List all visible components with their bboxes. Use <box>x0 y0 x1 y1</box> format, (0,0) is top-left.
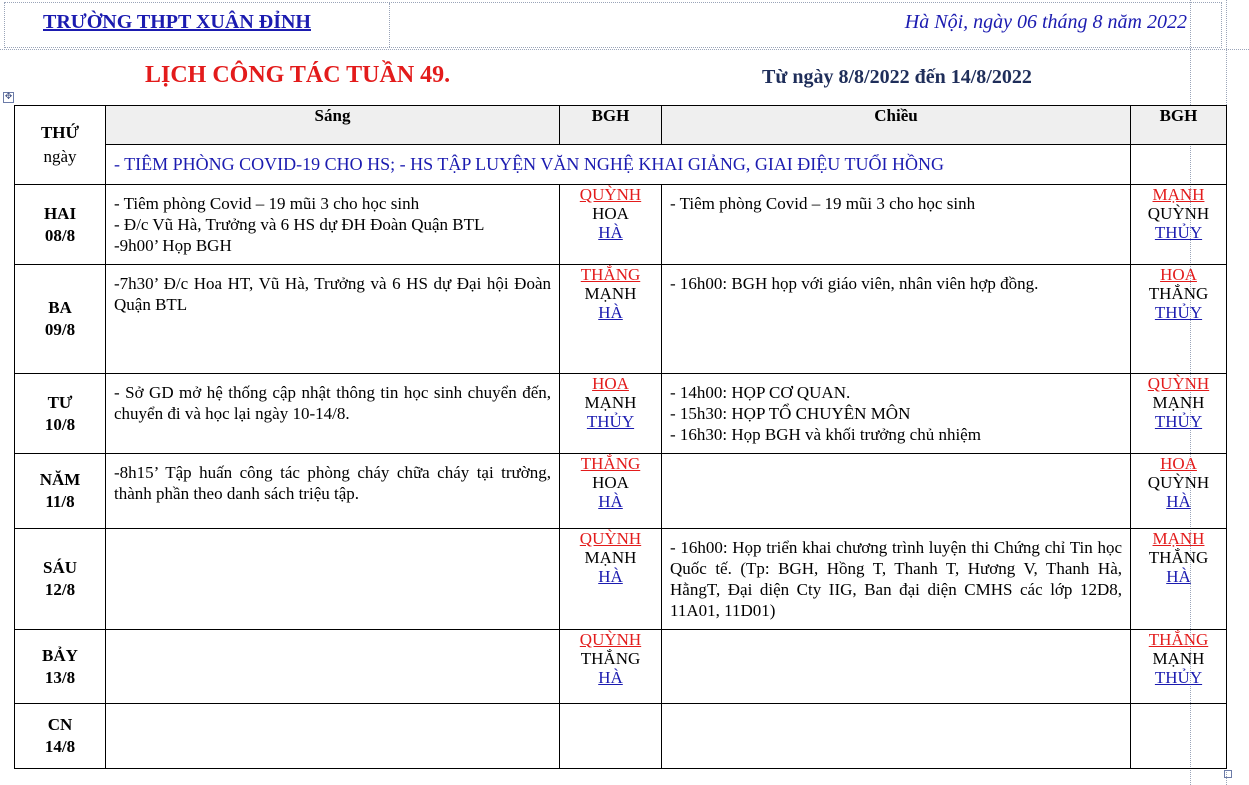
duty-primary: THẮNG <box>580 454 641 473</box>
duty-tertiary: THỦY <box>586 412 635 431</box>
duty-secondary: QUỲNH <box>1147 473 1210 492</box>
morning-cell <box>106 185 560 265</box>
afternoon-cell <box>662 374 1131 454</box>
header-box <box>4 2 1222 48</box>
day-name: CN <box>47 715 73 734</box>
school-name: TRƯỜNG THPT XUÂN ĐỈNH <box>43 11 311 33</box>
header-divider <box>389 3 390 47</box>
table-row <box>15 374 1227 454</box>
activity-line: - 16h00: BGH họp với giáo viên, nhân viên hợp đồng. <box>670 274 1039 293</box>
day-date: 14/8 <box>44 737 76 756</box>
table-row <box>15 704 1227 769</box>
duty-primary: QUỲNH <box>579 529 642 548</box>
day-header-cell <box>15 106 106 185</box>
note-empty-cell <box>1131 145 1227 185</box>
afternoon-cell <box>662 185 1131 265</box>
afternoon-cell <box>662 454 1131 529</box>
morning-cell <box>106 454 560 529</box>
table-move-handle-icon[interactable]: ✥ <box>4 92 13 102</box>
bgh-afternoon-cell <box>1131 454 1227 529</box>
duty-tertiary: THỦY <box>1154 668 1203 687</box>
duty-tertiary: HÀ <box>598 303 623 322</box>
day-cell <box>15 630 106 704</box>
duty-secondary: MẠNH <box>584 284 637 303</box>
morning-cell <box>106 265 560 374</box>
day-name: SÁU <box>42 558 77 577</box>
date-header-label: ngày <box>43 147 77 166</box>
bgh-afternoon-cell <box>1131 529 1227 630</box>
afternoon-cell <box>662 704 1131 769</box>
day-cell <box>15 185 106 265</box>
activity-line: - Tiêm phòng Covid – 19 mũi 3 cho học sinh <box>670 194 976 213</box>
duty-primary: QUỲNH <box>1147 374 1210 393</box>
afternoon-header: Chiều <box>662 106 1131 145</box>
day-header-label: THỨ <box>40 123 80 142</box>
day-date: 13/8 <box>44 667 76 687</box>
duty-tertiary: HÀ <box>598 668 623 687</box>
day-name: BẢY <box>42 645 78 665</box>
duty-primary: MẠNH <box>1152 185 1205 204</box>
activity-line: - 16h30: Họp BGH và khối trưởng chủ nhiệm <box>670 425 981 444</box>
duty-tertiary: HÀ <box>598 567 623 586</box>
bgh-morning-cell <box>560 454 662 529</box>
morning-header: Sáng <box>106 106 560 145</box>
bgh-morning-cell <box>560 185 662 265</box>
bgh-afternoon-header: BGH <box>1131 106 1227 145</box>
day-date: 08/8 <box>44 225 76 245</box>
duty-secondary: MẠNH <box>1152 393 1205 412</box>
page-title: LỊCH CÔNG TÁC TUẦN 49. <box>145 62 451 88</box>
bgh-afternoon-cell <box>1131 374 1227 454</box>
bgh-afternoon-cell <box>1131 185 1227 265</box>
day-date: 10/8 <box>44 414 76 434</box>
day-name: NĂM <box>39 470 81 489</box>
duty-secondary: THẮNG <box>1148 284 1209 303</box>
duty-secondary: MẠNH <box>584 393 637 412</box>
afternoon-cell <box>662 529 1131 630</box>
bgh-morning-header: BGH <box>560 106 662 145</box>
day-cell <box>15 529 106 630</box>
duty-primary: THẮNG <box>580 265 641 284</box>
duty-tertiary: HÀ <box>1166 567 1191 586</box>
date-range: Từ ngày 8/8/2022 đến 14/8/2022 <box>762 66 1032 88</box>
bgh-afternoon-cell <box>1131 265 1227 374</box>
duty-tertiary: HÀ <box>598 223 623 242</box>
activity-line: - Đ/c Vũ Hà, Trưởng và 6 HS dự ĐH Đoàn Quận BTL <box>114 215 485 234</box>
day-cell <box>15 704 106 769</box>
afternoon-cell <box>662 630 1131 704</box>
day-date: 12/8 <box>44 580 76 599</box>
document-date: Hà Nội, ngày 06 tháng 8 năm 2022 <box>904 11 1187 33</box>
day-date: 09/8 <box>44 320 76 339</box>
duty-primary: HOA <box>1160 454 1197 473</box>
activity-line: - 16h00: Họp triển khai chương trình luyện thi Chứng chỉ Tin học Quốc tế. (Tp: BGH, Hồng T, Thanh T, Hương V, Thanh Hà, HằngT, Đại diện Cty IIG, Ban đại diện CMHS các lớp 12D8, 11A01, 11D01) <box>670 538 1122 620</box>
day-name: HAI <box>43 203 77 223</box>
duty-tertiary: THỦY <box>1154 412 1203 431</box>
morning-cell <box>106 630 560 704</box>
bgh-afternoon-cell <box>1131 704 1227 769</box>
duty-tertiary: THỦY <box>1154 303 1203 322</box>
table-row <box>15 185 1227 265</box>
duty-primary: MẠNH <box>1152 529 1205 548</box>
afternoon-cell <box>662 265 1131 374</box>
bgh-morning-cell <box>560 265 662 374</box>
day-cell <box>15 265 106 374</box>
activity-line: -9h00’ Họp BGH <box>114 236 232 255</box>
duty-primary: THẮNG <box>1148 630 1209 649</box>
duty-tertiary: HÀ <box>598 492 623 511</box>
morning-cell <box>106 529 560 630</box>
day-date: 11/8 <box>45 492 75 511</box>
duty-primary: HOA <box>1160 265 1197 284</box>
duty-secondary: HOA <box>592 473 629 492</box>
duty-secondary: THẮNG <box>1148 548 1209 567</box>
duty-primary: QUỲNH <box>579 630 642 649</box>
morning-cell <box>106 704 560 769</box>
bgh-morning-cell <box>560 529 662 630</box>
bgh-morning-cell <box>560 704 662 769</box>
duty-tertiary: THỦY <box>1154 223 1203 242</box>
activity-line: - 14h00: HỌP CƠ QUAN. <box>670 383 851 402</box>
duty-secondary: QUỲNH <box>1147 204 1210 223</box>
bgh-morning-cell <box>560 374 662 454</box>
day-name: BA <box>48 298 72 317</box>
activity-line: - Sở GD mở hệ thống cập nhật thông tin học sinh chuyển đến, chuyển đi và học lại ngày 10-14/8. <box>114 383 551 423</box>
week-note: - TIÊM PHÒNG COVID-19 CHO HS; - HS TẬP LUYỆN VĂN NGHỆ KHAI GIẢNG, GIAI ĐIỆU TUỔI HỒNG <box>106 145 1131 185</box>
table-row <box>15 454 1227 529</box>
morning-cell <box>106 374 560 454</box>
duty-secondary: HOA <box>592 204 629 223</box>
table-row <box>15 265 1227 374</box>
duty-secondary: MẠNH <box>584 548 637 567</box>
activity-line: - Tiêm phòng Covid – 19 mũi 3 cho học sinh <box>114 194 420 213</box>
duty-primary: QUỲNH <box>579 185 642 204</box>
note-row <box>15 145 1227 185</box>
day-cell <box>15 454 106 529</box>
header-row <box>15 106 1227 145</box>
activity-line: -7h30’ Đ/c Hoa HT, Vũ Hà, Trưởng và 6 HS dự Đại hội Đoàn Quận BTL <box>114 274 551 314</box>
duty-secondary: MẠNH <box>1152 649 1205 668</box>
day-cell <box>15 374 106 454</box>
duty-secondary: THẮNG <box>580 649 641 668</box>
table-resize-handle[interactable] <box>1224 770 1232 778</box>
table-row <box>15 529 1227 630</box>
duty-primary: HOA <box>592 374 629 393</box>
table-row <box>15 630 1227 704</box>
bgh-afternoon-cell <box>1131 630 1227 704</box>
duty-tertiary: HÀ <box>1166 492 1191 511</box>
activity-line: - 15h30: HỌP TỔ CHUYÊN MÔN <box>670 404 911 423</box>
bgh-morning-cell <box>560 630 662 704</box>
activity-line: -8h15’ Tập huấn công tác phòng cháy chữa cháy tại trường, thành phần theo danh sách triệu tập. <box>114 463 551 503</box>
schedule-table <box>14 105 1227 769</box>
day-name: TƯ <box>47 392 73 412</box>
